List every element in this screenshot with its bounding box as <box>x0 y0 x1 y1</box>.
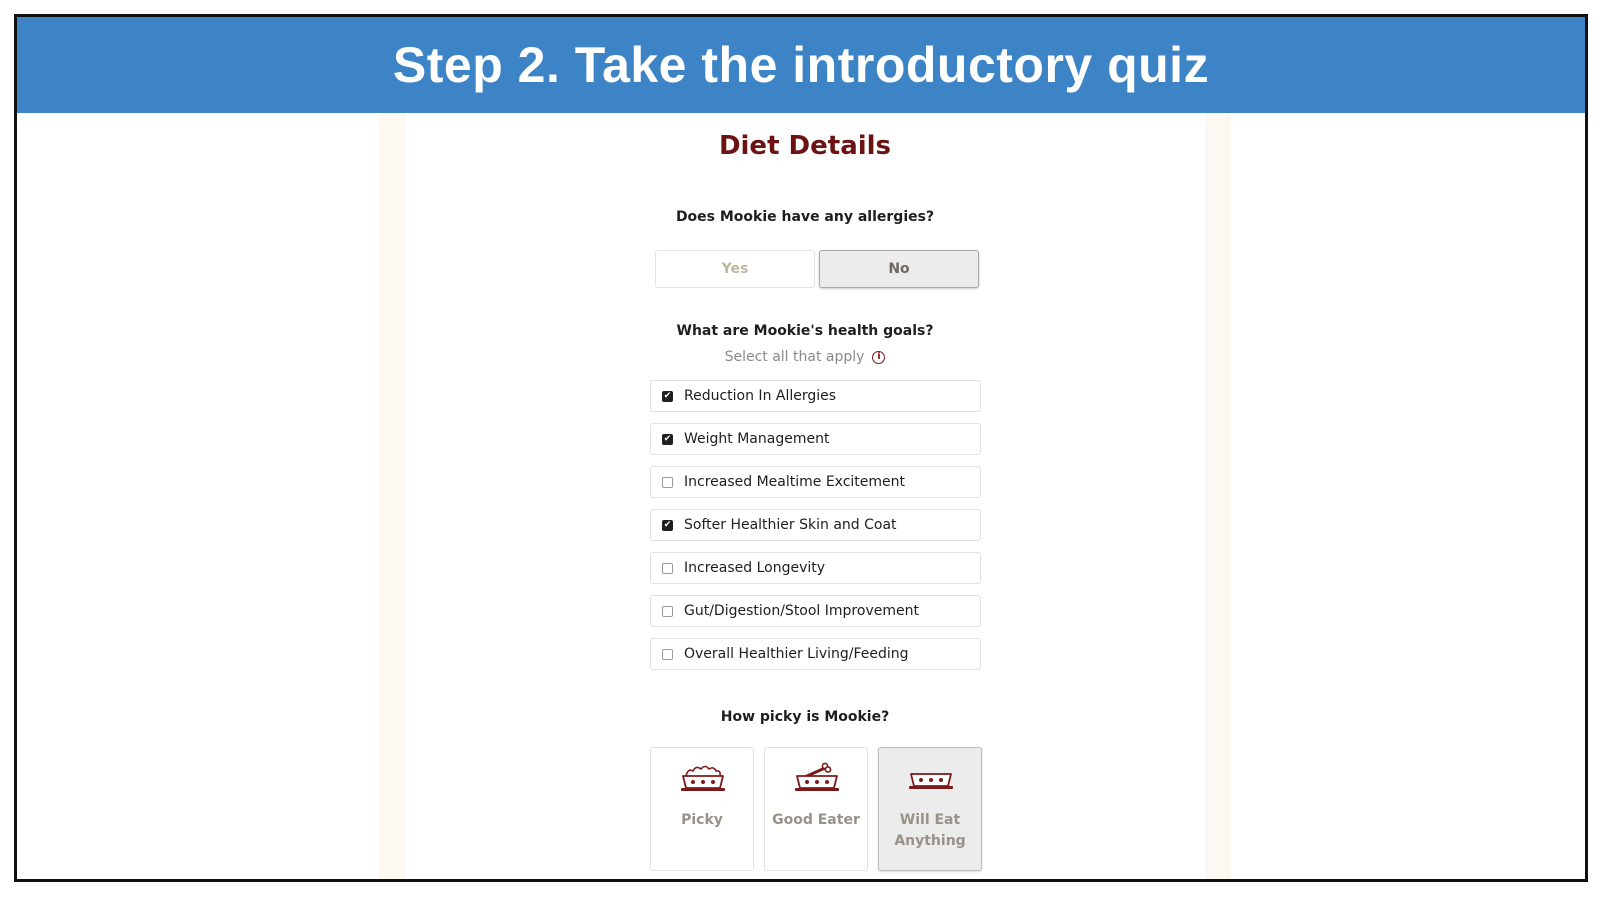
page-title: Diet Details <box>718 131 892 161</box>
goal-label: Overall Healthier Living/Feeding <box>684 646 909 662</box>
goal-option-weight-management[interactable] <box>650 423 981 455</box>
goal-label: Weight Management <box>684 431 830 447</box>
checkbox-icon[interactable] <box>662 606 673 617</box>
allergies-question: Does Mookie have any allergies? <box>675 209 935 225</box>
hint-text: Select all that apply <box>724 349 865 365</box>
goal-option-reduction-in-allergies[interactable] <box>650 380 981 412</box>
allergies-no-button[interactable]: No <box>819 250 979 288</box>
goal-label: Gut/Digestion/Stool Improvement <box>684 603 919 619</box>
goal-label: Increased Mealtime Excitement <box>684 474 906 490</box>
step-banner: Step 2. Take the introductory quiz <box>17 17 1585 113</box>
food-bowl-empty-icon <box>905 762 957 794</box>
checkbox-icon[interactable] <box>662 477 673 488</box>
allergies-yes-button[interactable]: Yes <box>655 250 815 288</box>
picky-option-label: Good Eater <box>772 812 860 828</box>
checkbox-icon[interactable]: ✔ <box>663 390 672 401</box>
picky-option-will-eat-anything[interactable] <box>878 747 982 871</box>
health-goals-question: What are Mookie's health goals? <box>676 323 934 339</box>
quiz-card <box>405 113 1205 879</box>
checkbox-icon[interactable] <box>662 649 673 660</box>
goal-option-gut-digestion-stool-improvement[interactable] <box>650 595 981 627</box>
picky-option-label: Picky <box>681 812 723 828</box>
health-goals-hint <box>405 349 1205 365</box>
checkbox-icon[interactable] <box>662 563 673 574</box>
checkbox-icon[interactable]: ✔ <box>663 519 672 530</box>
slide-frame <box>14 14 1588 882</box>
goal-option-increased-longevity[interactable] <box>650 552 981 584</box>
picky-option-label: Will Eat Anything <box>894 812 966 849</box>
food-bowl-bone-icon <box>791 762 843 794</box>
picky-question: How picky is Mookie? <box>720 709 890 725</box>
goal-option-overall-healthier-living-feeding[interactable] <box>650 638 981 670</box>
goal-label: Softer Healthier Skin and Coat <box>684 517 897 533</box>
goal-option-softer-healthier-skin-and-coat[interactable] <box>650 509 981 541</box>
food-bowl-full-icon <box>677 762 729 794</box>
picky-option-picky[interactable] <box>650 747 754 871</box>
info-icon[interactable]: i <box>872 351 885 364</box>
goal-option-increased-mealtime-excitement[interactable] <box>650 466 981 498</box>
goal-label: Reduction In Allergies <box>684 388 837 404</box>
picky-option-good-eater[interactable] <box>764 747 868 871</box>
goal-label: Increased Longevity <box>684 560 826 576</box>
checkbox-icon[interactable]: ✔ <box>663 433 672 444</box>
